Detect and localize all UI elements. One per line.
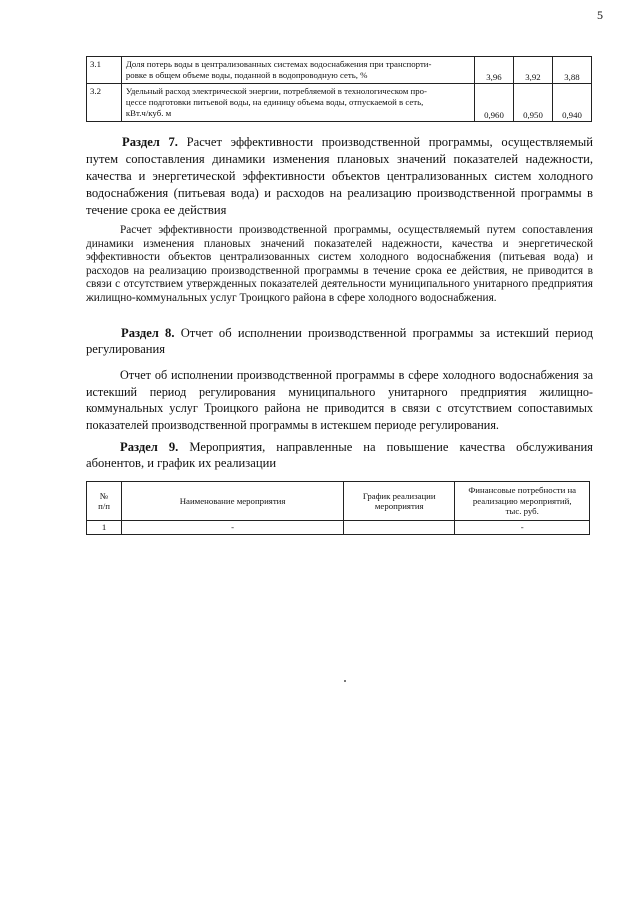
row-number: 1 [87, 521, 122, 535]
scan-speck [344, 680, 346, 682]
value-cell: 0,950 [513, 84, 552, 122]
section-8-heading: Раздел 8. [121, 326, 175, 340]
row-description: Удельный расход электрической энергии, потребляемой в технологическом про- цессе подготовки питьевой воды, на единицу объема воды, отпускаемой в сеть, кВт.ч/куб. м [121, 84, 474, 122]
row-description: Доля потерь воды в централизованных системах водоснабжения при транспорти- ровке в общем объеме воды, поданной в водопроводную сеть, % [121, 57, 474, 84]
section-7-body: Расчет эффективности производственной программы, осуществляемый путем сопоставления динамики изменения плановых значений показателей надежности, качества и энергетической эффективности объектов централизованных систем холодного водоснабжения (питьевая вода) и расходов на реализацию производственной программы в течение срока ее действия, не приводится в связи с отсутствием утвержденных показателей деятельности муниципального унитарного предприятия жилищно-коммунальных услуг Троицкого района в сфере холодного водоснабжения. [86, 224, 593, 304]
value-cell: 3,88 [552, 57, 591, 84]
page-number: 5 [597, 8, 603, 22]
schedule-cell [344, 521, 455, 535]
table-header-row [87, 482, 590, 521]
table-row [87, 84, 592, 122]
value-cell: 3,96 [474, 57, 513, 84]
table-row [87, 521, 590, 535]
value-cell: 0,960 [474, 84, 513, 122]
table-row [87, 57, 592, 84]
header-schedule: График реализации мероприятия [344, 482, 455, 521]
section-7-heading: Раздел 7. [122, 135, 178, 149]
header-finance: Финансовые потребности на реализацию мероприятий, тыс. руб. [455, 482, 590, 521]
value-cell: 0,940 [552, 84, 591, 122]
row-number: 3.2 [87, 84, 122, 122]
header-number: № п/п [87, 482, 122, 521]
header-activity-name: Наименование мероприятия [122, 482, 344, 521]
section-9-heading: Раздел 9. [120, 440, 179, 454]
value-cell: 3,92 [513, 57, 552, 84]
section-9-title: Раздел 9. Мероприятия, направленные на повышение качества обслуживания абонентов, и график их реализации [86, 440, 593, 470]
activity-name-cell: - [122, 521, 344, 535]
section-8-body: Отчет об исполнении производственной программы в сфере холодного водоснабжения за истекший период регулирования муниципального унитарного предприятия жилищно-коммунальных услуг Троицкого района не приводится в связи с отсутствием сопоставимых показателей производственной программы в истекшем периоде регулирования. [86, 368, 593, 432]
activities-table [86, 481, 590, 535]
section-8-title: Раздел 8. Отчет об исполнении производственной программы за истекший период регулирования [86, 326, 593, 356]
section-7-title: Раздел 7. Расчет эффективности производственной программы, осуществляемый путем сопоставления динамики изменения плановых значений показателей надежности, качества и энергетической эффективности объектов централизованных систем холодного водоснабжения (питьевая вода) и расходов на реализацию производственной программы в течение срока ее действия [86, 135, 593, 217]
indicators-table [86, 56, 592, 122]
finance-cell: - [455, 521, 590, 535]
row-number: 3.1 [87, 57, 122, 84]
